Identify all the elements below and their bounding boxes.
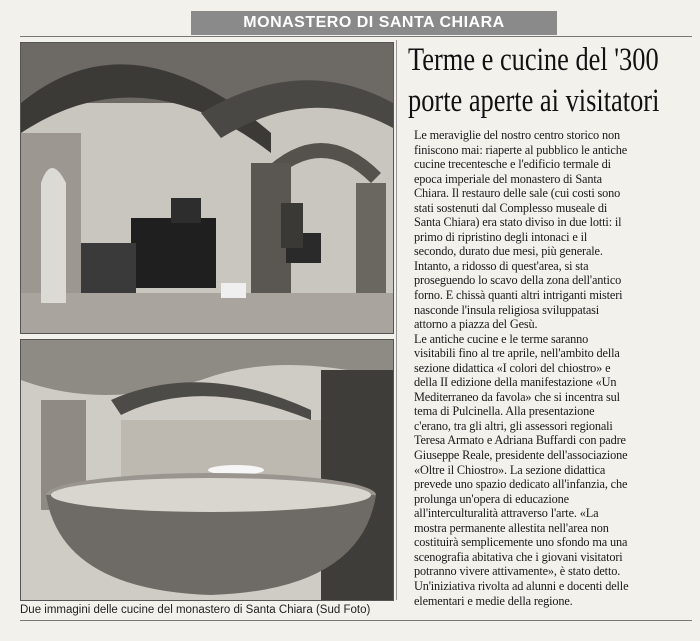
body-line: prevede uno spazio dedicato all'infanzia, che: [414, 477, 628, 492]
body-line: tema di Pulcinella. Alla presentazione: [414, 404, 595, 419]
kitchen-photo-top: [20, 42, 394, 334]
article-body: [414, 128, 692, 608]
headline: [408, 40, 660, 122]
body-line: Santa Chiara) era stato diviso in due lotti: il: [414, 215, 622, 230]
body-line: forno. E chissà quanti altri intriganti misteri: [414, 288, 623, 303]
body-line: costituirà semplicemente uno sfondo ma una: [414, 535, 628, 550]
photo-caption: Due immagini delle cucine del monastero di Santa Chiara (Sud Foto): [20, 604, 371, 616]
body-line: proseguendo lo scavo della zona dell'antico: [414, 273, 622, 288]
body-line: Mediterraneo da favola» che si incentra sul: [414, 389, 620, 404]
body-line: c'erano, tra gli altri, gli assessori regionali: [414, 418, 613, 433]
top-rule: [20, 36, 692, 37]
body-line: della II edizione della manifestazione «Un: [414, 375, 617, 390]
section-label: MONASTERO DI SANTA CHIARA: [191, 11, 557, 35]
body-line: prolunga un'opera di educazione: [414, 491, 569, 506]
body-line: finiscono mai: riaperte al pubblico le antiche: [414, 142, 627, 157]
body-line: Le meraviglie del nostro centro storico non: [414, 128, 620, 142]
bottom-rule: [20, 620, 692, 621]
body-line: primo di ripristino degli intonaci e il: [414, 229, 588, 244]
body-line: Teresa Armato e Adriana Buffardi con padre: [414, 433, 626, 448]
body-line: «Oltre il Chiostro». La sezione didattica: [414, 462, 606, 477]
headline-line-2: porte aperte ai visitatori: [408, 83, 660, 119]
body-line: visitabili fino al tre aprile, nell'ambito della: [414, 346, 620, 361]
body-line: Un'iniziativa rivolta ad alunni e docenti delle: [414, 578, 629, 593]
body-line: elementari e medie della regione.: [414, 593, 573, 608]
body-line: Intanto, a ridosso di quest'area, si sta: [414, 258, 589, 273]
body-line: Le antiche cucine e le terme saranno: [414, 331, 589, 346]
basin-photo-bottom: [20, 339, 394, 601]
body-line: scenografia abitativa che i giovani visitatori: [414, 549, 623, 564]
body-line: sezione didattica «I colori del chiostro» e: [414, 360, 611, 375]
body-line: potranno vivere attivamente», è stato detto.: [414, 564, 621, 579]
column-divider: [396, 40, 397, 600]
body-line: cucine trecentesche e l'edificio termale di: [414, 157, 611, 172]
body-line: attorno a piazza del Gesù.: [414, 317, 538, 332]
body-line: Chiara. Il restauro delle sale (cui costi sono: [414, 186, 621, 201]
headline-line-1: Terme e cucine del '300: [408, 42, 659, 78]
body-line: Giuseppe Reale, presidente dell'associazione: [414, 448, 628, 463]
body-line: all'interculturalità attraverso l'arte. «La: [414, 506, 599, 521]
body-line: nasconde l'insula religiosa sviluppatasi: [414, 302, 600, 317]
body-line: mostra permanente allestita nell'area non: [414, 520, 609, 535]
body-line: epoca imperiale del monastero di Santa: [414, 171, 602, 186]
body-line: stati sostenuti dal Complesso museale di: [414, 200, 608, 215]
body-line: secondo, durato due mesi, più generale.: [414, 244, 603, 259]
